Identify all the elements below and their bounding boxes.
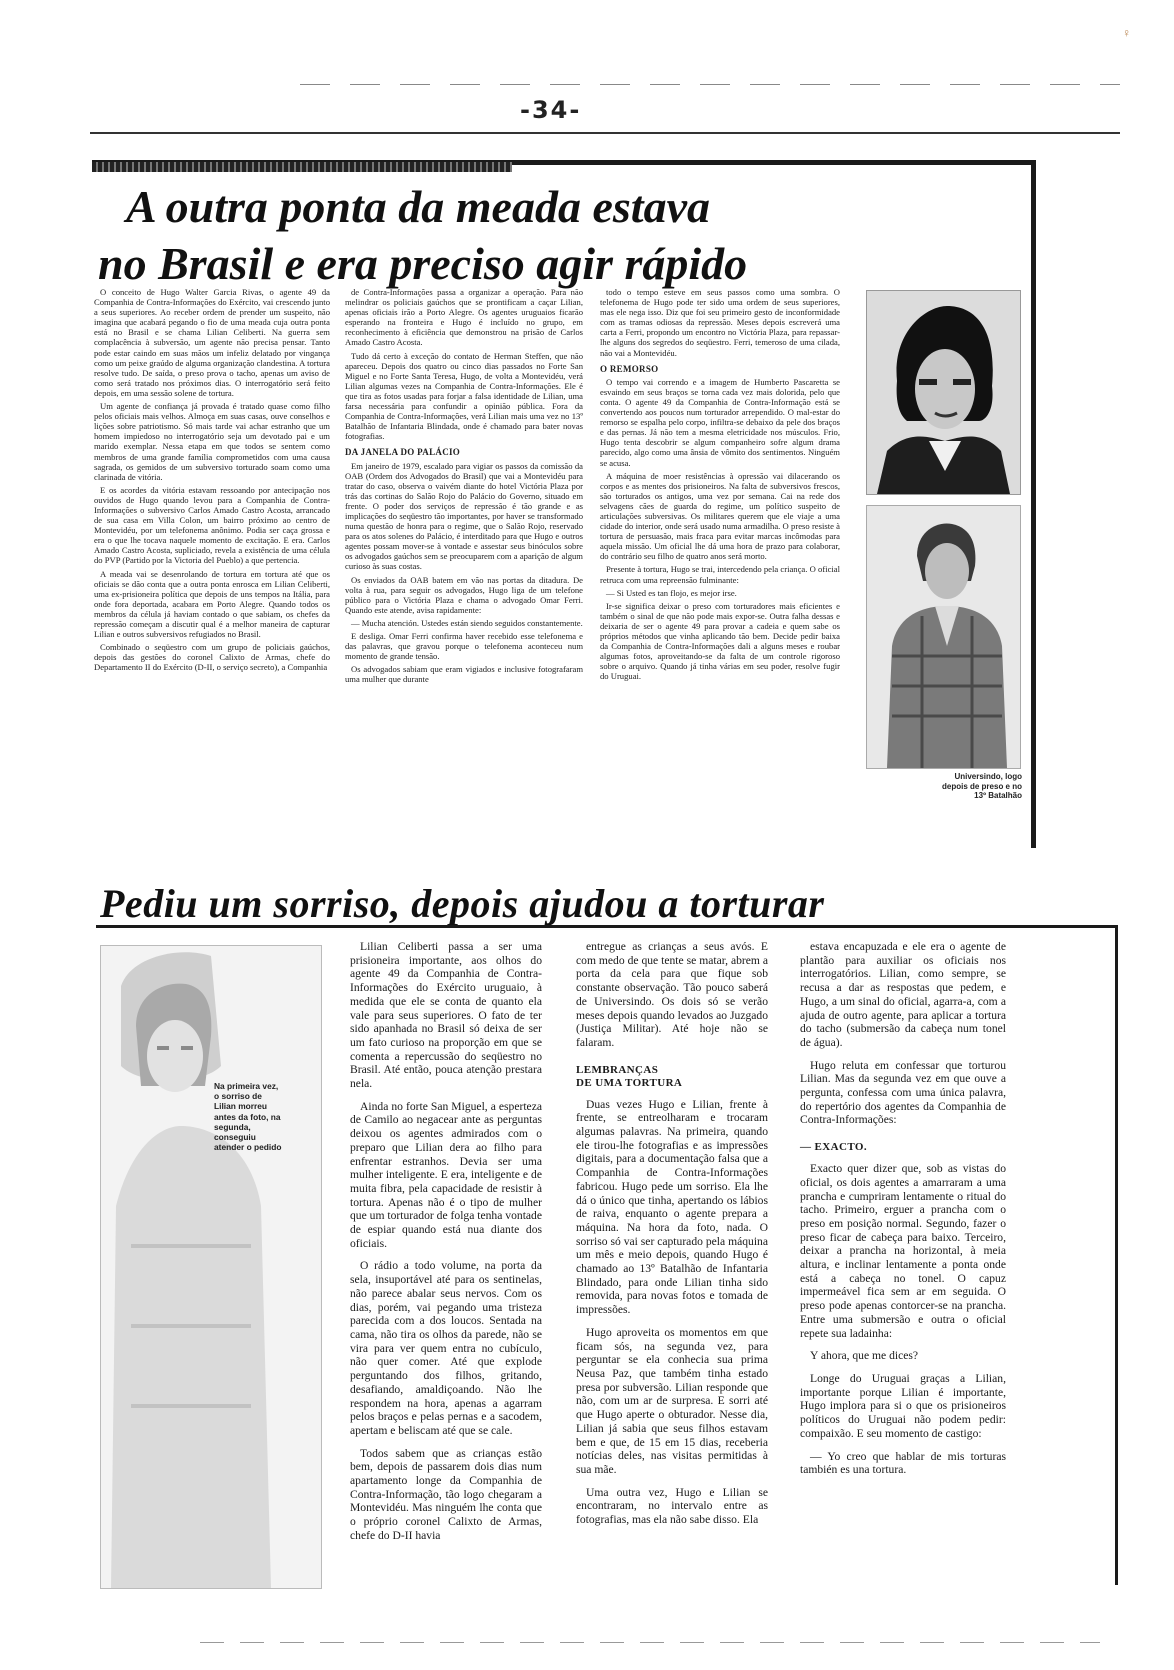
- paragraph: E os acordes da vitória estavam ressoando por antecipação nos ouvidos de Hugo quando levou para a Companhia de Contra-Informações o subversivo Carlos Amado Castro Acosta, arrancado de sua casa em Villa Colon, um bairro próximo ao centro de Montevidéu, por um telefonema anônimo. Podia ser caça grossa e era o que lhe tocava naquele momento de excitação. E era. Carlos Amado Castro Acosta, supliciado, revela a existência de uma célula do PVP (Partido por la Victoria del Pueblo) a que pertencia.: [94, 484, 330, 566]
- article2-column-2: [576, 940, 768, 1536]
- subhead-lembrancas: [576, 1064, 768, 1090]
- paragraph: Ir-se significa deixar o preso com torturadores mais eficientes e também o sinal de que não pode mais expor-se. Outra falha dessas e deixaria de ser o agente 49 para provar a cadeia e quem sabe os próprios métodos que vinha aplicando tão bem. Decide pedir baixa da Companhia de Contra-Informações dali a alguns meses e roubar algumas fotos, aproveitando-se da falta de um controle rigoroso sobre o arquivo. Quando já tinha várias em seu poder, resolve fugir do Uruguai.: [600, 600, 840, 682]
- paragraph: O rádio a todo volume, na porta da sela, insuportável até para os sentinelas, não parece abalar seus nervos. Com os dias, porém, vai pegando uma tristeza parecida com a dos loucos. Sentada na cama, não tira os olhos da parede, não se vira para ver quem entra no cubículo, não quer comer. Até que explode perguntando dos filhos, gritando, desafiando, amaldiçoando. Não lhe respondem na hora, apenas a agarram pelos braços e pelas pernas e a sacodem, apertam e beliscam até que se cale.: [350, 1259, 542, 1437]
- paragraph: Hugo reluta em confessar que torturou Lilian. Mas da segunda vez em que ouve a pergunta, confessa com uma única palavra, do repertório dos agentes da Companhia de Contra-Informações:: [800, 1058, 1006, 1127]
- article2-column-3: [800, 940, 1006, 1486]
- subhead-remorso: O REMORSO: [600, 363, 659, 374]
- paragraph: Tudo dá certo à exceção do contato de Herman Steffen, que não apareceu. Depois dos quatro ou cinco dias passados no Forte San Miguel e no Forte Santa Teresa, Hugo, de volta a Montevidéu, verá Lilian algumas vezes na Companhia de Contra-Informações. Ele é que tira as fotos usadas para forjar a falsa identidade de Lilian, uma farsa necessária para confundir a opinião pública. Fora da Companhia de Contra-Informações, verá Lilian mais uma vez no 13º Batalhão de Infantaria Blindada, onde é chamado para bater novas fotografias.: [345, 350, 583, 442]
- bottom-dashed-rule: [200, 1642, 1100, 1643]
- article1-hatched-rule: [92, 162, 512, 172]
- paragraph: Longe do Uruguai graças a Lilian, importante porque Lilian é importante, Hugo implora para si o que os prisioneiros políticos do Uruguai não podem pedir: compaixão. E seu momento de castigo:: [800, 1371, 1006, 1440]
- article1-headline-line2: no Brasil e era preciso agir rápido: [98, 238, 748, 289]
- paragraph: Duas vezes Hugo e Lilian, frente à frente, se entreolharam e trocaram algumas palavras. Na primeira, quando ele tirou-lhe fotografias e as impressões digitais, para a documentação falsa que a Companhia de Contra-Informações fabricou. Hugo pede um sorriso. Ela lhe dá o único que tinha, apertando os lábios de raiva, enquanto o agente prepara a máquina. Na hora da foto, nada. O sorriso só vai ser capturado pela máquina um mês e meio depois, quando Hugo é chamado ao 13º Batalhão de Infantaria Blindado, para onde Lilian tinha sido removida, para novas fotos e tomada de impressões.: [576, 1097, 768, 1317]
- paragraph: Uma outra vez, Hugo e Lilian se encontraram, no intervalo entre as fotografias, mas ela não sabe disso. Ela: [576, 1485, 768, 1527]
- paragraph: Os advogados sabiam que eram vigiados e inclusive fotografaram uma mulher que durante: [345, 664, 583, 685]
- top-dashed-rule: [300, 84, 1120, 85]
- page-number: -34-: [520, 96, 582, 124]
- paragraph: Combinado o seqüestro com um grupo de policiais gaúchos, depois das gestões do coronel Calixto de Armas, chefe do Departamento II do Exército (D-II, o serviço secreto), a Companhia: [94, 642, 330, 673]
- paragraph: Os enviados da OAB batem em vão nas portas da ditadura. De volta à rua, para seguir os advogados, Hugo liga de um telefone público para o Victória Plaza e chama o advogado Omar Ferri. Quando este atende, avisa rapidamente:: [345, 574, 583, 615]
- article1-headline: [98, 178, 858, 292]
- paragraph: O conceito de Hugo Walter Garcia Rivas, o agente 49 da Companhia de Contra-Informações do Exército, vai crescendo junto a seus superiores. Ao receber ordem de prender um suspeito, não imagina que acabará pegando o fio de uma meada cuja outra ponta está no Brasil e se chama Lilian Celiberti. Na guerra sem complacência à subversão, um agente não precisa pensar. Tanto pode estar caindo em suas mãos um infeliz delatado por vingança como um peixe graúdo de alguma organização clandestina. A tortura resolve tudo. De saída, o preso prova o tacho, apenas um aviso de como será tratado nos próximos dias. O interrogatório será feito depois, em uma sessão solene de tortura.: [94, 287, 330, 398]
- portrait-photo-universindo-image: [867, 506, 1020, 768]
- article1-column-3: [600, 287, 840, 684]
- paragraph: — Mucha atención. Ustedes están siendo seguidos constantemente.: [351, 617, 583, 628]
- paragraph: Y ahora, que me dices?: [810, 1349, 919, 1363]
- paragraph: de Contra-Informações passa a organizar a operação. Para não melindrar os policiais gaúchos que se prontificam a caçar Lilian, apenas oficiais irão a Porto Alegre. Os agentes uruguaios ficarão esperando na fronteira e Hugo é incluído no grupo, em reconhecimento à eficiência que demonstrou na prisão de Carlos Amado Castro Acosta.: [345, 287, 583, 348]
- paragraph: Exacto quer dizer que, sob as vistas do oficial, os dois agentes a amarraram a uma prancha e cumpriram lentamente o ritual do tacho. Primeiro, erguer a prancha com o preso em posição normal. Segundo, fazer o preso ficar de cabeça para baixo. Terceiro, deixar a prancha na horizontal, à meia altura, e inclinar lentamente a ponta onde está a cabeça no tonel. O capuz impermeável fica sem ar em seguida. O preso pode apenas contorcer-se na prancha. Entre uma submersão e outra o oficial repete sua ladainha:: [800, 1162, 1006, 1340]
- top-rule: [90, 132, 1120, 134]
- article2-headline: Pediu um sorriso, depois ajudou a torturar: [100, 881, 825, 926]
- paragraph: Presente à tortura, Hugo se trai, intercedendo pela criança. O oficial retruca com uma repreensão fulminante:: [600, 564, 840, 585]
- subhead-lembrancas-line1: LEMBRANÇAS: [576, 1063, 659, 1076]
- paragraph: Um agente de confiança já provada é tratado quase como filho pelos oficiais mais velhos. Almoça em suas casas, ouve conselhos e lições sobre patriotismo. Só mais tarde vai achar estranho que um homem impiedoso no interrogatório seja um devotado pai e um marido exemplar. Nessa etapa em que todos se sentem como membros de uma grande família comprometidos com uma causa sagrada, os gemidos de um subversivo torturado soam como uma clarinada de vitória.: [94, 401, 330, 482]
- article2-column-1: [350, 940, 542, 1552]
- paragraph: O tempo vai correndo e a imagem de Humberto Pascaretta se esvaindo em seus braços se torna cada vez mais dolorida, pelo que conta. O agente 49 da Companhia de Contra-Informação está se convertendo aos poucos num torturador arrependido. O mal-estar do remorso se espalha pelo corpo, infiltra-se debaixo da pele dos braços e das pernas. Já não tem a mesma eletricidade nos músculos. Frio, Hugo tenta descobrir se algum companheiro sofre algum drama parecido, algo como uma ânsia de vômito dos sentimentos. Ninguém se acusa.: [600, 376, 840, 468]
- paragraph: Ainda no forte San Miguel, a esperteza de Camilo ao negacear ante as perguntas deixou os agentes admirados com o preparo que Lilian dera ao filho para enfrentar estranhos. Devia ser uma mulher inteligente. E era, inteligente e de muita fibra, pela capacidade de resistir à tortura. Apenas não é o tipo de mulher que um torturador de folga tenha vontade de espiar quando está nua diante dos oficiais.: [350, 1099, 542, 1250]
- paragraph: todo o tempo esteve em seus passos como uma sombra. O telefonema de Hugo pode ter sido uma ordem de seus superiores, mas ele nega isso. Diz que foi seu primeiro gesto de inconformidade com as tramas odiosas da repressão. Meses depois escreverá uma carta a Ferri, propondo um encontro no Victória Plaza, para repassar-lhe alguns dos segredos do seqüestro. Ferri, temeroso de uma cilada, não vai a Montevidéu.: [600, 287, 840, 358]
- paragraph: entregue as crianças a seus avós. E com medo de que tente se matar, abrem a porta da cela para que fique sob constante observação. Tão pouco saberá de Universindo. Os dois só se verão meses depois quando levados ao Juzgado (Justiça Militar). Até hoje não se falaram.: [576, 940, 768, 1049]
- paragraph: Todos sabem que as crianças estão bem, depois de passarem dois dias num apartamento longe da Companhia de Contra-Informação, tão logo chegaram a Montevidéu. Mas ninguém lhe conta que o próprio coronel Calixto de Armas, chefe do D-II havia: [350, 1446, 542, 1542]
- subhead-janela: DA JANELA DO PALÁCIO: [345, 447, 461, 458]
- article1-column-2: [345, 287, 583, 687]
- paragraph: estava encapuzada e ele era o agente de plantão para auxiliar os oficiais nos interrogatórios. Lilian, como sempre, se recusa a dar as respostas que pedem, e Hugo, a um sinal do oficial, agarra-a, com a ajuda de outro agente, para aplicar a tortura do tacho (submersão da cabeça num tonel de água).: [800, 940, 1006, 1049]
- portrait-photo-hugo: [866, 290, 1021, 495]
- article1-column-1: [94, 287, 330, 675]
- subhead-exacto: — EXACTO.: [800, 1141, 867, 1154]
- paragraph: Em janeiro de 1979, escalado para vigiar os passos da comissão da OAB (Ordem dos Advogados do Brasil) que vai a Montevidéu para tratar do caso, observa o vaivém diante do hotel Victória Plaza por trás das cortinas do Salão Rojo do Palácio do Governo, situado em frente. O poder dos serviços de repressão é tão grande e as implicações do seqüestro tão importantes, por haver se transformado numa questão de honra para o regime, que o Salão Rojo, reservado para os atos solenes do Palácio, é interditado para que Hugo e outros agentes possam mover-se à vontade e assestar seus binóculos sobre os advogados gaúchos sem se preocuparem com a aparição de algum curioso às suas costas.: [345, 460, 583, 572]
- paragraph: — Si Usted es tan flojo, es mejor irse.: [606, 587, 737, 598]
- photo-caption-lilian: Na primeira vez, o sorriso de Lilian morreu antes da foto, na segunda, conseguiu atender o pedido: [214, 1081, 282, 1153]
- portrait-photo-lilian: [100, 945, 322, 1589]
- article1-headline-line1: A outra ponta da meada estava: [126, 181, 710, 232]
- portrait-photo-universindo: [866, 505, 1021, 769]
- corner-mark: ♀: [1122, 26, 1131, 40]
- photo-caption-universindo: Universindo, logo depois de preso e no 13º Batalhão: [941, 772, 1022, 800]
- paragraph: Lilian Celiberti passa a ser uma prisioneira importante, aos olhos do agente 49 da Companhia de Contra-Informações do Exército uruguaio, à medida que ele se conta de quanto ela vale para seus superiores. O fato de ter sido apanhada no Brasil só deixa de ser um fato curioso na proporção em que se comenta a repercussão do seqüestro no Brasil. Até então, pouca atenção prestara nela.: [350, 940, 542, 1091]
- portrait-photo-hugo-image: [867, 291, 1020, 494]
- subhead-lembrancas-line2: DE UMA TORTURA: [576, 1076, 683, 1089]
- paragraph: A máquina de moer resistências à opressão vai dilacerando os corpos e as mentes dos prisioneiros. Na falta de subversivos frescos, são torturados os antigos, uma vez por semana. Cai na rede dos selvagens cães de guarda do regime, um político suspeito de articulações subversivas. Os militares querem que ele viaje a uma cidade do interior, onde será usado numa armadilha. O preso resiste à tortura de persuasão, mais fraca para evitar marcas incômodas para aquela missão. Um oficial lhe dá uma hora de prazo para colaborar, do contrário seu filho de quatro anos será morto.: [600, 470, 840, 562]
- paragraph: A meada vai se desenrolando de tortura em tortura até que os oficiais se dão conta que a outra ponta enrosca em Lilian Celiberti, uma ex-prisioneira política que depois de uns tempos na Itália, para onde fora deportada, acabara em Porto Alegre. Quando todos os membros da célula já haviam contado o que sabiam, os chefes da repressão começam a discutir qual é a melhor maneira de capturar Lilian e outros subversivos refugiados no Brasil.: [94, 568, 330, 640]
- paragraph: Hugo aproveita os momentos em que ficam sós, na segunda vez, para perguntar se ela conhecia sua prima Neusa Paz, que também tinha estado presa por subversão. Lilian responde que não, com um ar de surpresa. E sorri até que Hugo aperte o obturador. Nesse dia, Lilian já sabia que seus filhos estavam bem e que, de 15 em 15 dias, receberia notícias deles, nas visitas permitidas à sua mãe.: [576, 1325, 768, 1476]
- paragraph: — Yo creo que hablar de mis torturas también es una tortura.: [800, 1449, 1006, 1477]
- paragraph: E desliga. Omar Ferri confirma haver recebido esse telefonema e das palavras, que gravou porque o telefonema aconteceu num momento de grande tensão.: [345, 631, 583, 662]
- portrait-photo-lilian-image: [101, 946, 321, 1588]
